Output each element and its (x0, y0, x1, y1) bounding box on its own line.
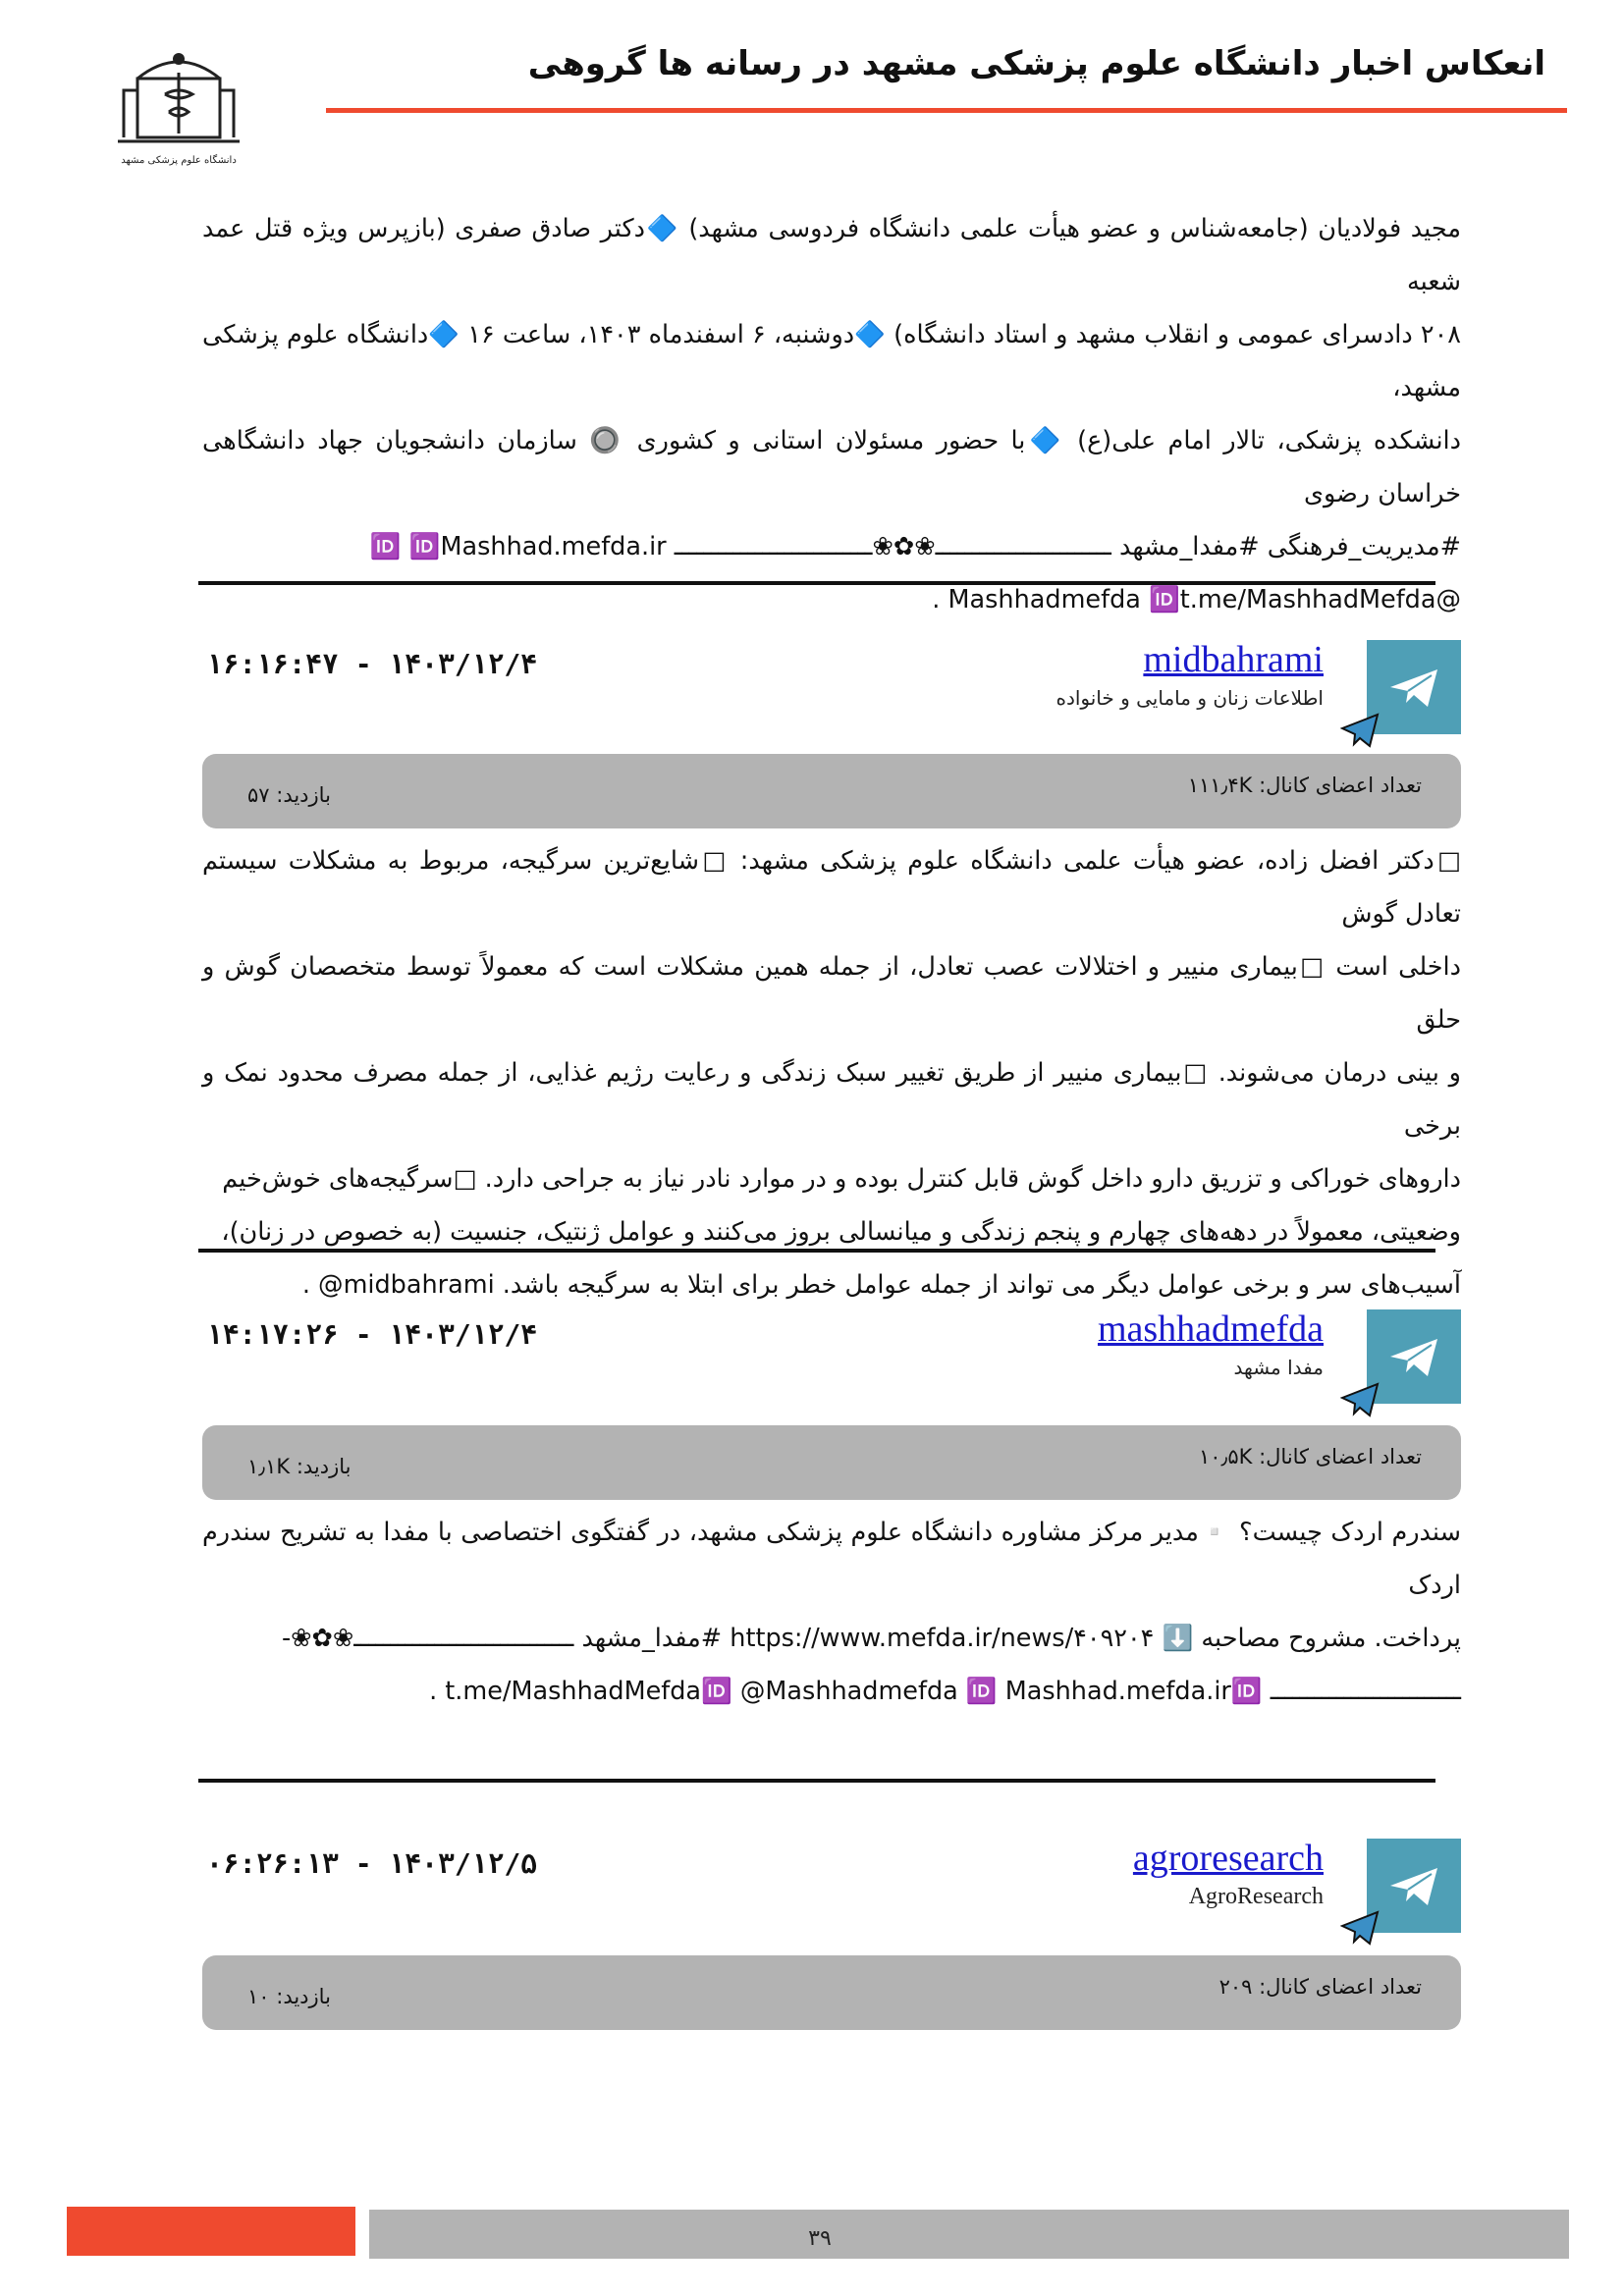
footer-bar (369, 2210, 1569, 2259)
member-count: تعداد اعضای کانال: ۱۰٫۵K (1198, 1445, 1422, 1468)
channel-link[interactable]: agroresearch (1132, 1838, 1324, 1879)
post-date: ۰۶:۲۶:۱۳ - ۱۴۰۳/۱۲/۵ (206, 1847, 538, 1880)
text-line: سندرم اردک چیست؟ ▫️مدیر مرکز مشاوره دانشگاه علوم پزشکی مشهد، در گفتگوی اختصاصی با مفدا به تشریح سندرم اردک (202, 1518, 1461, 1600)
text-line: دانشکده پزشکی، تالار امام علی(ع) 🔷با حضور مسئولان استانی و کشوری 🔘 سازمان دانشجویان جهاد دانشگاهی خراسان رضوی (202, 426, 1461, 508)
text-line: داروهای خوراکی و تزریق دارو داخل گوش قابل کنترل بوده و در موارد نادر نیاز به جراحی دارد. □سرگیجه‌های خوش‌خیم (222, 1164, 1461, 1194)
text-line: مجید فولادیان (جامعه‌شناس و عضو هیأت علمی دانشگاه فردوسی مشهد) 🔷دکتر صادق صفری (بازپرس ویژه قتل عمد شعبه (202, 214, 1461, 296)
text-line: و بینی درمان می‌شوند. □بیماری منییر از طریق تغییر سبک زندگی و رعایت رژیم غذایی، از جمله مصرف محدود نمک و برخی (202, 1058, 1461, 1141)
member-count: تعداد اعضای کانال: ۲۰۹ (1218, 1975, 1422, 1999)
telegram-icon (1367, 1309, 1461, 1404)
channel-description: مفدا مشهد (1233, 1356, 1324, 1379)
view-count: بازدید: ۱٫۱K (247, 1455, 352, 1478)
post-date: ۱۶:۱۶:۴۷ - ۱۴۰۳/۱۲/۴ (206, 648, 538, 680)
view-count: بازدید: ۱۰ (247, 1985, 331, 2008)
footer-accent-bar (67, 2207, 355, 2256)
page-number: ۳۹ (808, 2226, 832, 2251)
text-line: آسیب‌های سر و برخی عوامل دیگر می تواند از جمله عوامل خطر برای ابتلا به سرگیجه باشد. midbahrami@ . (301, 1270, 1461, 1300)
text-line: □دکتر افضل زاده، عضو هیأت علمی دانشگاه علوم پزشکی مشهد: □شایع‌ترین سرگیجه، مربوط به مشکلات سیستم تعادل گوش (202, 846, 1461, 929)
channel-description: اطلاعات زنان و مامایی و خانواده (1056, 686, 1324, 710)
text-line: ــــــــــــــــــــــــــ t.me/MashhadMefda🆔 @Mashhadmefda 🆔 Mashhad.mefda.ir🆔 . (429, 1677, 1461, 1706)
channel-header (734, 638, 1324, 713)
member-count: تعداد اعضای کانال: ۱۱۱٫۴K (1187, 774, 1422, 797)
text-line: ۲۰۸ دادسرای عمومی و انقلاب مشهد و استاد دانشگاه) 🔷دوشنبه، ۶ اسفندماه ۱۴۰۳، ساعت ۱۶ 🔷دانشگاه علوم پزشکی مشهد، (202, 320, 1461, 402)
text-line: #مدیریت_فرهنگی #مفدا_مشهد ــــــــــــــــــــــــ❀✿❀ـــــــــــــــــــــــــــ 🆔 🆔Mashhad.mefda.ir (369, 532, 1461, 561)
section-divider (198, 581, 1435, 585)
view-count: بازدید: ۵۷ (247, 783, 331, 807)
stats-bar (202, 754, 1461, 828)
section-divider (198, 1249, 1435, 1253)
stats-bar (202, 1955, 1461, 2030)
post-text (202, 834, 1461, 1311)
telegram-plane-icon (1340, 1910, 1380, 1946)
telegram-icon (1367, 640, 1461, 734)
telegram-plane-icon (1340, 713, 1380, 748)
text-line: @Mashhadmefda 🆔t.me/MashhadMefda . (932, 585, 1461, 614)
channel-header (734, 1308, 1324, 1382)
university-logo (110, 35, 247, 173)
telegram-plane-icon (1340, 1382, 1380, 1417)
section-divider (198, 1779, 1435, 1783)
telegram-icon (1367, 1839, 1461, 1933)
channel-link[interactable]: mashhadmefda (1097, 1308, 1324, 1350)
header-rule (326, 108, 1567, 113)
stats-bar (202, 1425, 1461, 1500)
text-line: داخلی است □بیماری منییر و اختلالات عصب تعادل، از جمله همین مشکلات است که معمولاً توسط متخصصان گوش و حلق (202, 952, 1461, 1035)
channel-description: AgroResearch (1188, 1884, 1324, 1909)
channel-link[interactable]: midbahrami (1143, 639, 1324, 680)
logo-caption: دانشگاه علوم پزشکی مشهد (121, 155, 237, 166)
text-line: پرداخت. مشروح مصاحبه ⬇️ https://www.mefda.ir/news/۴۰۹۲۰۴ #مفدا_مشهد ــــــــــــــــــــــــــــــ❀✿❀- (281, 1624, 1461, 1653)
post-date: ۱۴:۱۷:۲۶ - ۱۴۰۳/۱۲/۴ (206, 1318, 538, 1351)
text-line: وضعیتی، معمولاً در دهه‌های چهارم و پنجم زندگی و میانسالی بروز می‌کنند و عوامل ژنتیک، جنسیت (به خصوص در زنان)، (221, 1217, 1461, 1247)
intro-text (202, 202, 1461, 626)
channel-header (734, 1837, 1324, 1911)
page-title: انعکاس اخبار دانشگاه علوم پزشکی مشهد در رسانه ها گروهی (527, 44, 1545, 83)
post-text (202, 1506, 1461, 1718)
